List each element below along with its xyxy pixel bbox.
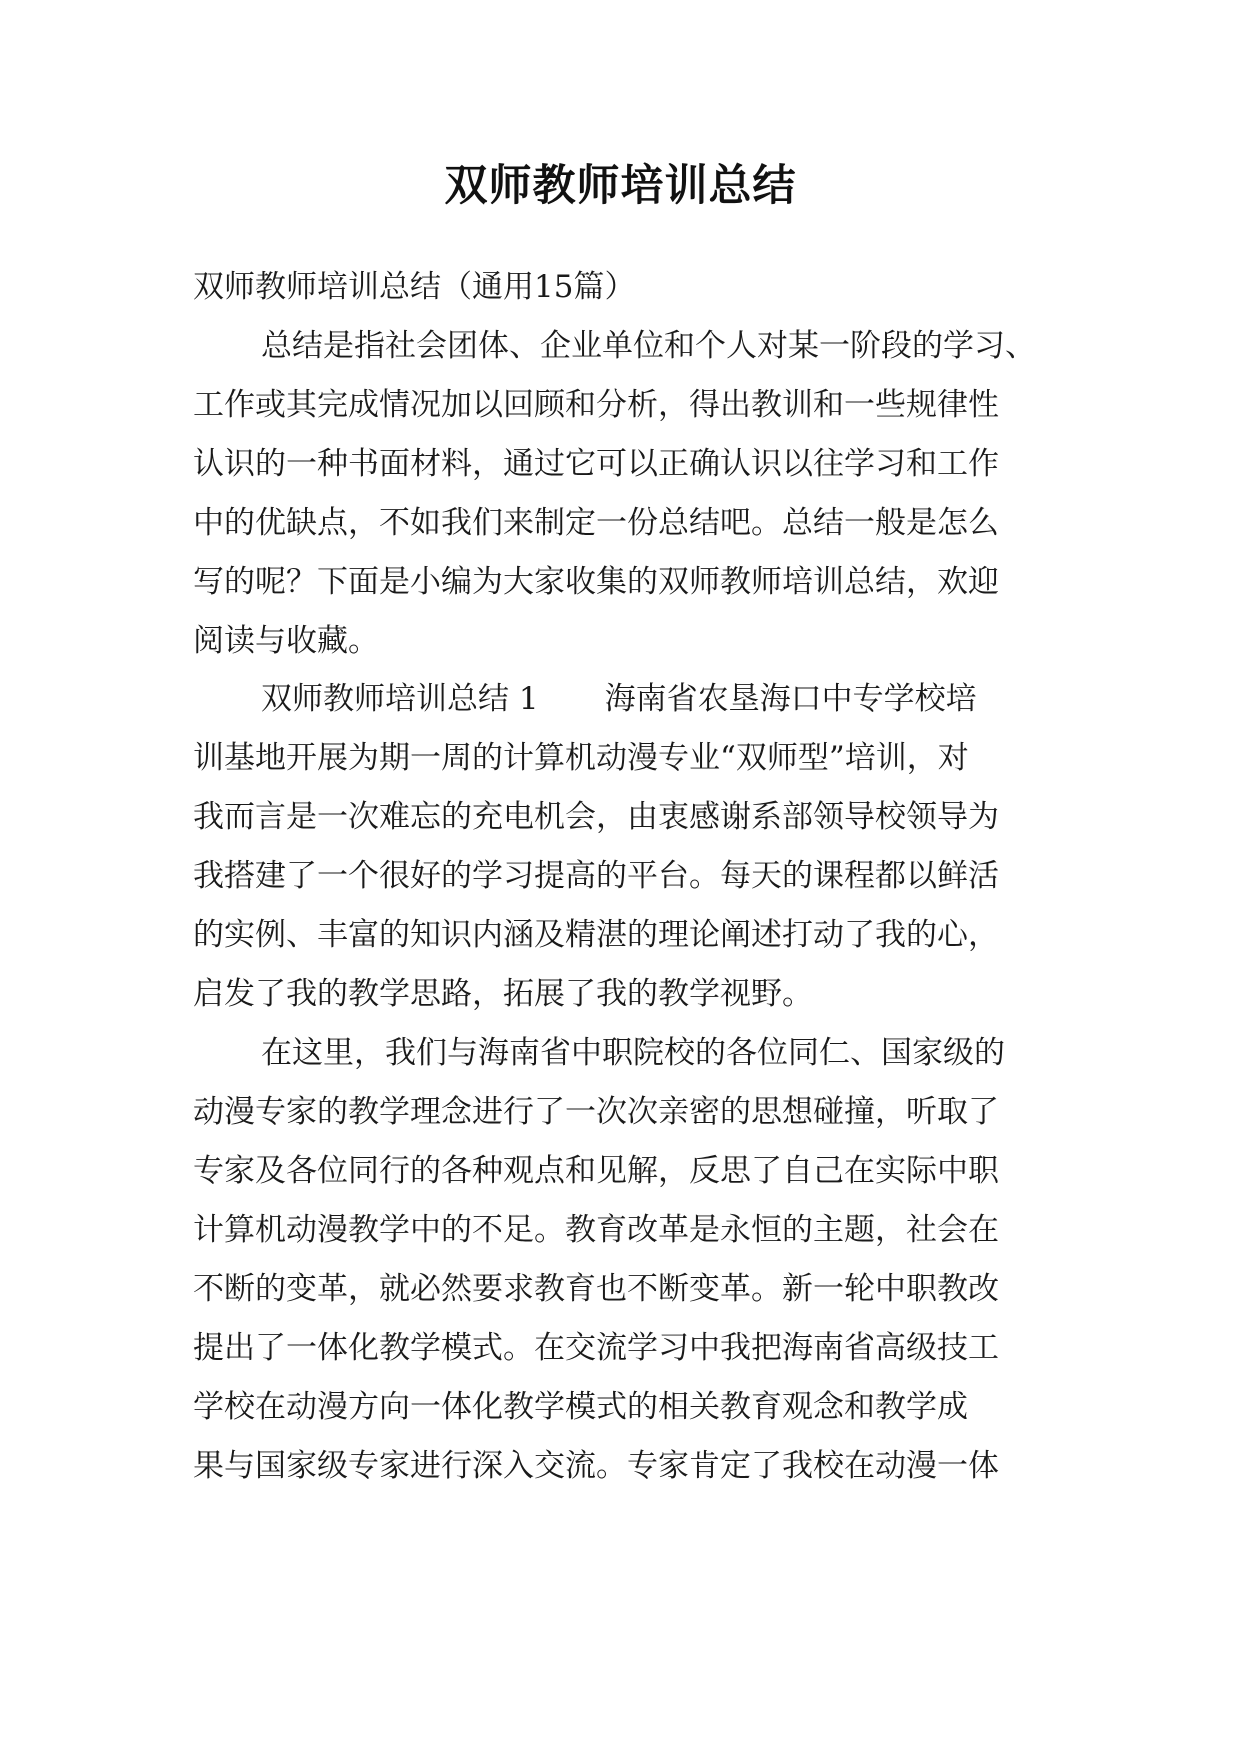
intro-line: 工作或其完成情况加以回顾和分析，得出教训和一些规律性 [193, 387, 999, 423]
paragraph-2-line: 学校在动漫方向一体化教学模式的相关教育观念和教学成 [193, 1389, 968, 1425]
section-1-heading: 双师教师培训总结 1 [261, 681, 539, 717]
section-1-block [193, 670, 1053, 1496]
document-subtitle: 双师教师培训总结（通用15篇） [193, 269, 636, 305]
intro-line: 写的呢？下面是小编为大家收集的双师教师培训总结，欢迎 [193, 564, 999, 600]
paragraph-2-line: 不断的变革，就必然要求教育也不断变革。新一轮中职教改 [193, 1271, 999, 1307]
paragraph-2-line: 提出了一体化教学模式。在交流学习中我把海南省高级技工 [193, 1330, 999, 1366]
section-1-line: 我而言是一次难忘的充电机会，由衷感谢系部领导校领导为 [193, 799, 999, 835]
paragraph-2-line: 计算机动漫教学中的不足。教育改革是永恒的主题，社会在 [193, 1212, 999, 1248]
intro-block [193, 258, 1053, 671]
document-title: 双师教师培训总结 [444, 161, 797, 211]
section-1-line: 的实例、丰富的知识内涵及精湛的理论阐述打动了我的心， [193, 917, 999, 953]
intro-line: 认识的一种书面材料，通过它可以正确认识以往学习和工作 [193, 446, 999, 482]
intro-line: 中的优缺点，不如我们来制定一份总结吧。总结一般是怎么 [193, 505, 999, 541]
section-1-line: 训基地开展为期一周的计算机动漫专业“双师型”培训，对 [193, 740, 969, 776]
section-1-line: 启发了我的教学思路，拓展了我的教学视野。 [193, 976, 813, 1012]
paragraph-2-line: 在这里，我们与海南省中职院校的各位同仁、国家级的 [261, 1035, 1005, 1071]
intro-line: 总结是指社会团体、企业单位和个人对某一阶段的学习、 [261, 328, 1036, 364]
paragraph-2-line: 专家及各位同行的各种观点和见解，反思了自己在实际中职 [193, 1153, 999, 1189]
section-1-first-line [193, 670, 1053, 729]
section-1-first-line-text: 海南省农垦海口中专学校培 [604, 681, 977, 717]
paragraph-2-line: 果与国家级专家进行深入交流。专家肯定了我校在动漫一体 [193, 1448, 999, 1484]
section-1-line: 我搭建了一个很好的学习提高的平台。每天的课程都以鲜活 [193, 858, 999, 894]
paragraph-2-line: 动漫专家的教学理念进行了一次次亲密的思想碰撞，听取了 [193, 1094, 999, 1130]
intro-line: 阅读与收藏。 [193, 623, 379, 659]
